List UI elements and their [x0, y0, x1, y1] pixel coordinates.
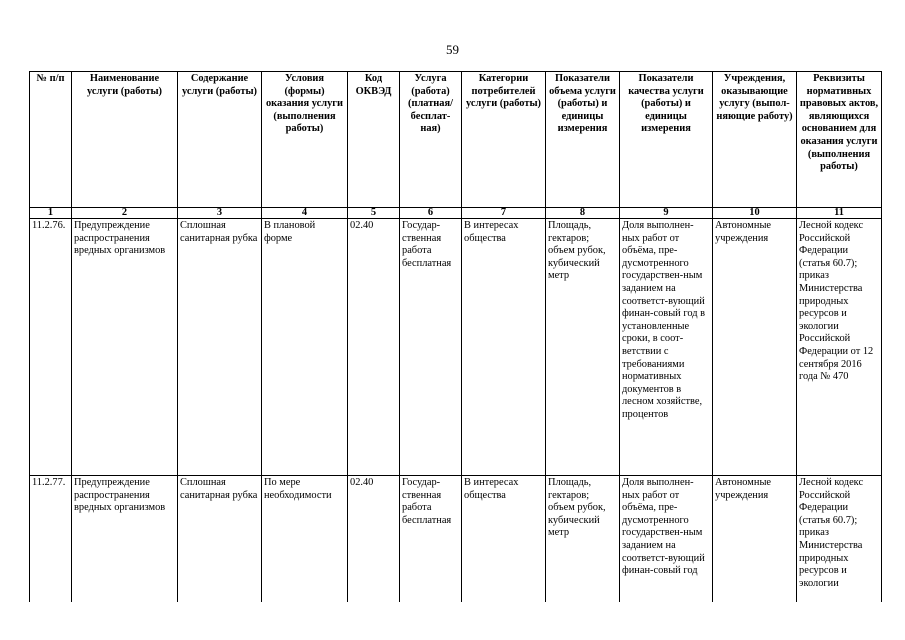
header-cell-legal-acts: Реквизиты нормативных правовых актов, являющихся основанием для оказания услуги (выполнения работы)	[797, 72, 882, 208]
paid-status: Государ-ственная работа бесплатная	[400, 219, 462, 476]
volume-indicators: Площадь, гектаров; объем рубок, кубический метр	[546, 219, 620, 476]
page-number: 59	[446, 42, 459, 57]
header-cell-conditions: Условия (формы) оказания услуги (выполнения работы)	[262, 72, 348, 208]
okved-code: 02.40	[348, 219, 400, 476]
column-number: 5	[348, 208, 400, 219]
column-number: 8	[546, 208, 620, 219]
institutions: Автономные учреждения	[713, 476, 797, 603]
column-number: 2	[72, 208, 178, 219]
service-conditions: В плановой форме	[262, 219, 348, 476]
legal-acts: Лесной кодекс Российской Федерации (статья 60.7); приказ Министерства природных ресурсов и экологии Российской Федерации от 12 сентября 2016 года № 470	[797, 219, 882, 476]
column-number: 3	[178, 208, 262, 219]
column-number: 1	[30, 208, 72, 219]
volume-indicators: Площадь, гектаров; объем рубок, кубический метр	[546, 476, 620, 603]
column-number: 6	[400, 208, 462, 219]
column-number: 11	[797, 208, 882, 219]
column-number: 7	[462, 208, 546, 219]
row-number: 11.2.77.	[30, 476, 72, 603]
quality-indicators: Доля выполнен-ных работ от объёма, пре-дусмотренного государствен-ным заданием на соответст-вующий финан-совый год	[620, 476, 713, 603]
column-number: 10	[713, 208, 797, 219]
column-number: 4	[262, 208, 348, 219]
services-table	[29, 71, 882, 602]
consumer-category: В интересах общества	[462, 476, 546, 603]
institutions: Автономные учреждения	[713, 219, 797, 476]
header-cell-service-name: Наименование услуги (работы)	[72, 72, 178, 208]
column-number-row	[30, 208, 882, 219]
table-header-row	[30, 72, 882, 208]
service-content: Сплошная санитарная рубка	[178, 476, 262, 603]
header-cell-paid: Услуга (работа) (платная/ бесплат-ная)	[400, 72, 462, 208]
header-cell-institutions: Учреждения, оказывающие услугу (выпол-няющие работу)	[713, 72, 797, 208]
table-row	[30, 219, 882, 476]
service-name: Предупреждение распространения вредных организмов	[72, 219, 178, 476]
header-cell-number: № п/п	[30, 72, 72, 208]
row-number: 11.2.76.	[30, 219, 72, 476]
paid-status: Государ-ственная работа бесплатная	[400, 476, 462, 603]
service-content: Сплошная санитарная рубка	[178, 219, 262, 476]
legal-acts: Лесной кодекс Российской Федерации (статья 60.7); приказ Министерства природных ресурсов и экологии	[797, 476, 882, 603]
header-cell-volume: Показатели объема услуги (работы) и единицы измерения	[546, 72, 620, 208]
quality-indicators: Доля выполнен-ных работ от объёма, пре-дусмотренного государствен-ным заданием на соответст-вующий финан-совый год в установленные сроки, в соот-ветствии с требованиями нормативных документов в лесном хозяйстве, процентов	[620, 219, 713, 476]
okved-code: 02.40	[348, 476, 400, 603]
header-cell-content: Содержание услуги (работы)	[178, 72, 262, 208]
table-row	[30, 476, 882, 603]
service-conditions: По мере необходимости	[262, 476, 348, 603]
header-cell-quality: Показатели качества услуги (работы) и единицы измерения	[620, 72, 713, 208]
column-number: 9	[620, 208, 713, 219]
consumer-category: В интересах общества	[462, 219, 546, 476]
service-name: Предупреждение распространения вредных организмов	[72, 476, 178, 603]
header-cell-consumers: Категории потребителей услуги (работы)	[462, 72, 546, 208]
header-cell-okved: Код ОКВЭД	[348, 72, 400, 208]
